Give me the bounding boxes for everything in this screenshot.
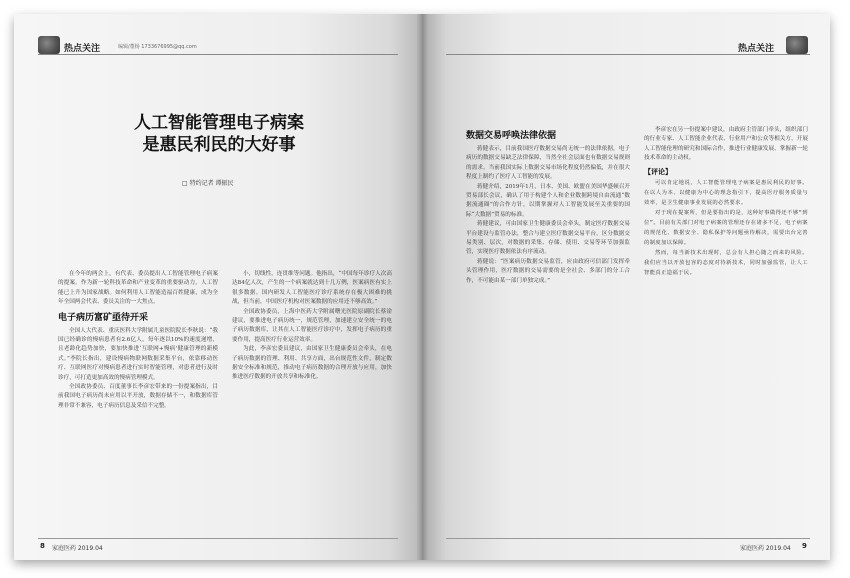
comment-paragraph: 对于现在提案所，但是要指出的是，这种好事做得还不够“到位”。目前有关部门对电子病案的管理还存在诸多不足，电子病案的规范化、数据安全、隐私保护等问题亟待解决，需要出台完善的制度加以保障。 bbox=[644, 210, 808, 247]
subheading: 数据交易呼唤法律依据 bbox=[466, 131, 557, 141]
article-column-3 bbox=[466, 126, 630, 532]
article-column-1 bbox=[58, 270, 218, 535]
page-number: 8 bbox=[40, 542, 45, 550]
left-page bbox=[14, 14, 422, 560]
paragraph: 全国政协委员，上海中医药大学附属曙光医院原副院长蔡淦建议，要推进电子病历统一，规范管理，加速建立安全统一的电子病历数据库，让其在人工智能医疗诊疗中，发挥电子病历的重要作用，提高医疗行业运营效率。 bbox=[232, 308, 392, 343]
article-title-line2: 是惠民利民的大好事 bbox=[142, 135, 296, 155]
editor-line: 编辑/董杨 1733676995@qq.com bbox=[118, 44, 197, 50]
magazine-issue: 家庭医药 2019.04 bbox=[740, 545, 791, 552]
section-photo-icon bbox=[786, 36, 808, 54]
section-tag: 热点关注 bbox=[64, 44, 101, 54]
paragraph: 在今年的两会上，有代表、委员提出人工智能管理电子病案的提案。作为新一轮科技革命和产业变革的重要驱动力，人工智能已上升为国家战略。如何利用人工智能造福百姓健康，成为全年全国两会代表、委员关注的一大焦点。 bbox=[58, 271, 218, 306]
article-column-2 bbox=[232, 270, 392, 535]
magazine-issue: 家庭医药 2019.04 bbox=[52, 545, 103, 552]
article-title bbox=[54, 112, 384, 156]
section-tag: 热点关注 bbox=[738, 44, 775, 54]
article-column-4 bbox=[644, 126, 808, 532]
page-number: 9 bbox=[802, 542, 807, 550]
right-page bbox=[422, 14, 830, 560]
magazine-spread bbox=[14, 14, 830, 560]
paragraph: 蒋健建议，可由国家卫生健康委员会牵头，制定医疗数据交易平台建设与监管办法，整合与建立医疗数据交易平台，区分数据交易类别、层次，对数据的采集、存储、使用、交易等环节加强监管，实现医疗数据依法有序流动。 bbox=[466, 221, 630, 256]
paragraph: 为此，李彦宏委员建议，由国家卫生健康委员会牵头，在电子病历数据的管理、利用、共享方面，出台规范性文件，制定数据安全标准和规范，推动电子病历数据的合理开放与应用，加快推进医疗数据的开放共享和标准化。 bbox=[232, 346, 392, 381]
page-gutter bbox=[416, 14, 428, 560]
footer-rule bbox=[446, 538, 810, 539]
article-title-line1: 人工智能管理电子病案 bbox=[134, 113, 304, 133]
byline: □ 特约记者 谭振民 bbox=[182, 180, 234, 187]
paragraph: 蒋健表示，目前我国医疗数据交易尚无统一的法律依据，电子病历的数据交易缺乏法律保障，当然全社会层面也有数据交易规则的需求。当前我国实际上数据交易市场化程度仍然偏低，并在很大程度上制约了医疗人工智能的发展。 bbox=[466, 146, 630, 181]
comment-paragraph: 可以肯定地说，人工智能管理电子病案是惠民利民的好事。在以人为本、以健康为中心的理念指引下，提高医疗服务质量与效率，是卫生健康事业发展的必然要求。 bbox=[644, 180, 808, 207]
paragraph: 李彦宏在另一份提案中建议，由政府主管部门牵头，组织部门的行业专家、人工智能企业代表、行业用户和公众等相关方，开展人工智能伦理的研究和国际合作，推进行业健康发展、掌握新一轮技术革命的主动权。 bbox=[644, 127, 808, 162]
comment-paragraph: 然而，每当新技术出现时，总会有人担心随之而来的风险。我们应当以开放包容的态度对待新技术，同时加强监管，让人工智能真正造福于民。 bbox=[644, 250, 808, 277]
subheading: 电子病历富矿亟待开采 bbox=[58, 312, 149, 323]
paragraph: 蒋健介绍，2019年1月，日本、美国、欧盟在美国华盛顿召开贸易部长会议，确认了用于构建个人和企业数据跨境自由流通“数据流通圈”的合作方针，以期掌握对人工智能发展至关重要的国际“大数据”贸易的标准。 bbox=[466, 183, 630, 218]
header-rule bbox=[38, 54, 398, 55]
paragraph: 小，切线性，连贯维等问题。他指出，“中国每年诊疗人次高达84亿人次，产生的一个病案就达到十几万例，医案病医有实上很多数据。国内研发人工智能医疗诊疗系统存在极大困难的挑战，但当前，中国医疗机构对医案数据的应用还不够高效。” bbox=[232, 271, 392, 306]
header-rule bbox=[446, 54, 810, 55]
section-photo-icon bbox=[38, 36, 60, 54]
paragraph: 全国政协委员、百度董事长李彦宏带来的一份提案指出，目前我国电子病历尚未应用以平开放，数据存储不一，和数据库管理非常不兼容，电子病历信息及采信不完整。 bbox=[58, 384, 218, 409]
paragraph: 全国人大代表、重庆医科大学附属儿童医院院长李秋说：“我国已经确诊的慢病患者有2.6亿人，每年逐以10%的速度递增，且老龄化趋势加快，要加快推进‘互联网+慢病’健康管理的新模式。”李院长指出，建设慢病物联网数据采集平台，依靠移动医疗、互联网医疗对慢病患者进行实时智能管理，对患者进行及时诊疗，可打造更加高效的慢病管理模式。 bbox=[58, 327, 218, 381]
paragraph: 蒋健说：“医案病历数据交易监管，应由政府可信部门发挥牵头管理作用，医疗数据的交易需要的是全社会、多部门的分工合作，不可能由某一部门单独完成。” bbox=[466, 258, 630, 284]
footer-rule bbox=[38, 538, 398, 539]
comment-label: 【评论】 bbox=[644, 166, 672, 176]
